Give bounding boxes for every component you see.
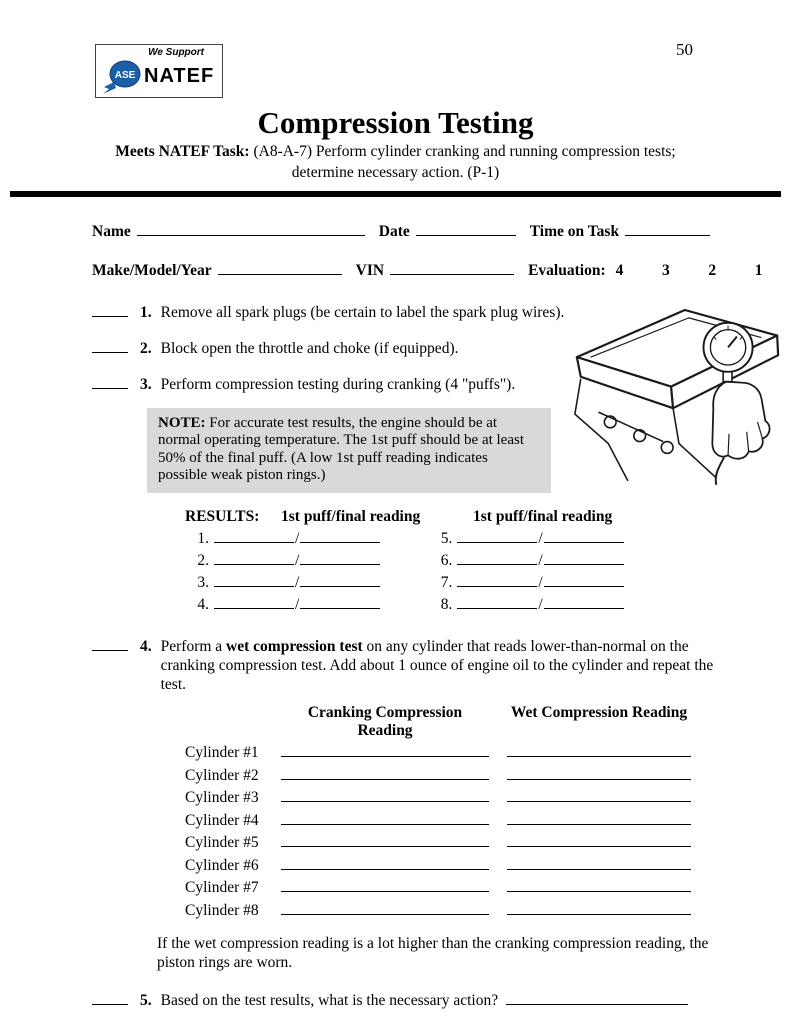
slash-separator: / <box>538 530 543 547</box>
cylinder-row <box>92 857 731 875</box>
first-puff-blank <box>457 596 537 609</box>
cylinder-label: Cylinder #2 <box>185 766 259 784</box>
natef-task-line-2: determine necessary action. (P-1) <box>291 164 500 182</box>
results-header-row <box>185 508 731 526</box>
step-3-number: 3. <box>140 375 152 393</box>
vin-label: VIN <box>355 262 385 280</box>
first-puff-blank <box>214 552 294 565</box>
ase-text: ASE <box>114 70 136 81</box>
wet-compression-header: Wet Compression Reading <box>510 703 688 721</box>
engine-compression-test-illustration <box>569 296 785 488</box>
page-title: Compression Testing <box>257 105 534 140</box>
wet-reading-blank <box>507 834 691 847</box>
first-puff-blank <box>214 596 294 609</box>
time-on-task-label: Time on Task <box>529 223 620 241</box>
make-model-year-blank <box>218 262 342 275</box>
step-2-number: 2. <box>140 340 152 357</box>
step-1-text: Remove all spark plugs (be certain to label the spark plug wires). <box>160 304 565 322</box>
step-1-number: 1. <box>140 304 152 322</box>
task-text: (A8-A-7) Perform cylinder cranking and running compression tests; <box>253 143 676 161</box>
cylinder-label: Cylinder #6 <box>185 856 259 874</box>
slash-separator: / <box>295 530 300 547</box>
natef-text: NATEF <box>144 64 215 87</box>
final-reading-blank <box>300 552 380 565</box>
evaluation-label: Evaluation: <box>528 262 606 280</box>
name-blank <box>137 223 365 236</box>
wet-reading-blank <box>507 812 691 825</box>
results-row <box>185 552 731 570</box>
cranking-reading-blank <box>281 834 489 847</box>
time-on-task-blank <box>625 223 710 236</box>
wet-reading-blank <box>507 857 691 870</box>
note-box <box>147 408 551 493</box>
name-label: Name <box>92 223 131 241</box>
cylinder-row <box>92 744 731 762</box>
step-5-checkoff-blank <box>92 992 128 1005</box>
first-puff-blank <box>214 574 294 587</box>
step-4-text: Perform a wet compression test on any cylinder that reads lower-than-normal on the cranking compression test. Add about 1 ounce of engine oil to the cylinder and repeat the test. <box>160 638 714 693</box>
worn-rings-note: If the wet compression reading is a lot higher than the cranking compression reading, the piston rings are worn. <box>157 934 709 972</box>
cylinder-label: Cylinder #8 <box>185 901 259 919</box>
final-reading-blank <box>544 552 624 565</box>
wet-reading-blank <box>507 879 691 892</box>
final-reading-blank <box>300 574 380 587</box>
slash-separator: / <box>295 574 300 591</box>
make-model-year-label: Make/Model/Year <box>92 262 212 280</box>
cranking-reading-blank <box>281 857 489 870</box>
gauge-hose <box>716 457 724 484</box>
step-2-checkoff-blank <box>92 340 128 353</box>
results-row <box>185 574 731 592</box>
cranking-reading-blank <box>281 767 489 780</box>
cranking-reading-blank <box>281 879 489 892</box>
name-date-row <box>92 223 731 241</box>
cranking-reading-blank <box>281 789 489 802</box>
wet-table-header-row <box>92 704 731 740</box>
first-puff-blank <box>457 530 537 543</box>
date-label: Date <box>378 223 410 241</box>
slash-separator: / <box>295 552 300 569</box>
natef-logo <box>95 44 223 98</box>
first-puff-blank <box>457 552 537 565</box>
result-number: 5. <box>440 530 453 547</box>
step-4 <box>92 638 731 695</box>
cranking-compression-header: Cranking Compression Reading <box>307 703 463 739</box>
final-reading-blank <box>300 530 380 543</box>
step-4-number: 4. <box>140 638 152 655</box>
cylinder-label: Cylinder #5 <box>185 834 259 852</box>
wet-reading-blank <box>507 902 691 915</box>
slash-separator: / <box>295 596 300 613</box>
step-1-checkoff-blank <box>92 304 128 317</box>
result-number: 1. <box>197 530 209 547</box>
results-header-left: 1st puff/final reading <box>281 508 421 525</box>
final-reading-blank <box>544 596 624 609</box>
wet-reading-blank <box>507 767 691 780</box>
slash-separator: / <box>538 574 543 591</box>
cylinder-row <box>92 789 731 807</box>
date-blank <box>416 223 516 236</box>
note-label: NOTE: <box>158 414 206 431</box>
cranking-reading-blank <box>281 812 489 825</box>
cylinder-row <box>92 812 731 830</box>
final-reading-blank <box>300 596 380 609</box>
evaluation-scale: 4 3 2 1 <box>615 262 763 280</box>
vehicle-row <box>92 262 763 280</box>
cylinder-label: Cylinder #7 <box>185 879 259 897</box>
engine-illustration-wrap <box>569 296 785 488</box>
wet-reading-blank <box>507 744 691 757</box>
final-reading-blank <box>544 574 624 587</box>
result-number: 8. <box>440 596 453 613</box>
step-5 <box>92 992 731 1011</box>
cylinder-label: Cylinder #3 <box>185 789 259 807</box>
results-row <box>185 530 731 548</box>
result-number: 2. <box>197 552 209 569</box>
natef-task-line <box>0 143 791 161</box>
slash-separator: / <box>538 596 543 613</box>
step-5-number: 5. <box>140 992 152 1010</box>
results-label: RESULTS: <box>185 508 260 525</box>
note-text: For accurate test results, the engine should be at normal operating temperature. The 1st puff should be at least 50% of the final puff. (A low 1st puff reading indicates possible weak piston rings.) <box>158 414 525 484</box>
cylinder-row <box>92 902 731 920</box>
first-puff-blank <box>214 530 294 543</box>
results-section <box>185 508 731 614</box>
vin-blank <box>390 262 514 275</box>
first-puff-blank <box>457 574 537 587</box>
result-number: 4. <box>197 596 209 613</box>
we-support-text: We Support <box>148 47 204 58</box>
slash-separator: / <box>538 552 543 569</box>
result-number: 7. <box>440 574 453 591</box>
cranking-reading-blank <box>281 744 489 757</box>
cylinder-row <box>92 834 731 852</box>
necessary-action-blank <box>506 992 688 1005</box>
step-2-text: Block open the throttle and choke (if equipped). <box>160 340 459 357</box>
wet-reading-blank <box>507 789 691 802</box>
page-number: 50 <box>676 40 693 59</box>
cranking-reading-blank <box>281 902 489 915</box>
task-label: Meets NATEF Task: <box>115 143 250 161</box>
results-row <box>185 596 731 614</box>
cylinder-row <box>92 879 731 897</box>
cylinder-label: Cylinder #1 <box>185 744 259 762</box>
results-header-right: 1st puff/final reading <box>473 508 613 525</box>
ase-key-icon <box>100 58 144 94</box>
final-reading-blank <box>544 530 624 543</box>
result-number: 6. <box>440 552 453 569</box>
cylinder-label: Cylinder #4 <box>185 811 259 829</box>
step-5-text: Based on the test results, what is the necessary action? <box>161 992 727 1011</box>
step-4-checkoff-blank <box>92 638 128 651</box>
step-3-checkoff-blank <box>92 376 128 389</box>
cylinder-row <box>92 767 731 785</box>
result-number: 3. <box>197 574 209 591</box>
step-3-text: Perform compression testing during cranking (4 "puffs"). <box>160 375 516 393</box>
hand <box>712 382 769 459</box>
